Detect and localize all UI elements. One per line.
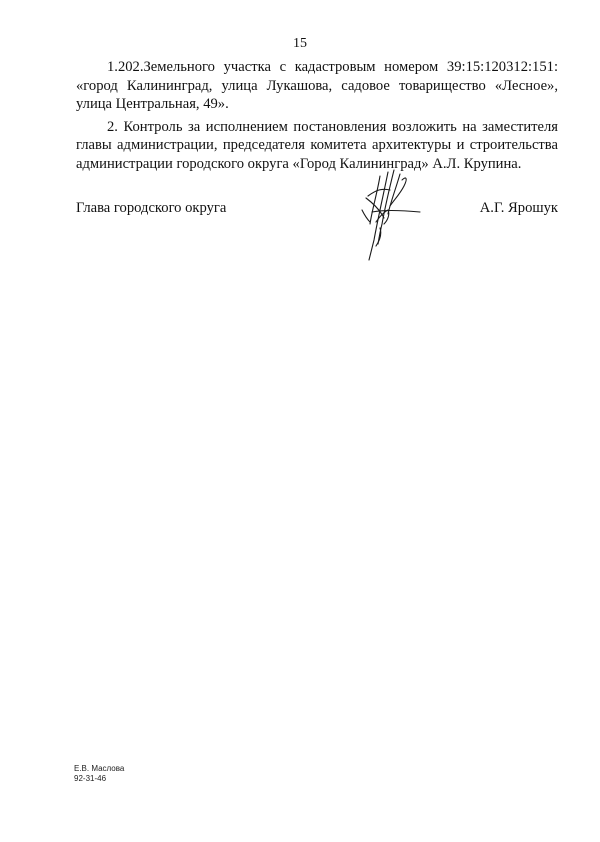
paragraph-cadastral-item: 1.202.Земельного участка с кадастровым номером 39:15:120312:151: «город Калининград, улица Лукашова, садовое товарищество «Лесное», улица Центральная, 49». — [76, 59, 558, 112]
paragraph-control-clause: 2. Контроль за исполнением постановления возложить на заместителя главы администрации, председателя комитета архитектуры и строительства администрации городского округа «Город Калининград» А.Л. Крупина. — [76, 118, 558, 172]
executor-phone: 92-31-46 — [74, 774, 107, 783]
document-body — [76, 58, 558, 173]
signatory-title: Глава городского округа — [76, 200, 227, 216]
footer-executor-info — [74, 764, 124, 784]
signatory-name: А.Г. Ярошук — [479, 200, 558, 216]
handwritten-signature-icon — [350, 166, 430, 262]
page-number: 15 — [293, 36, 307, 51]
executor-name: Е.В. Маслова — [74, 764, 125, 773]
